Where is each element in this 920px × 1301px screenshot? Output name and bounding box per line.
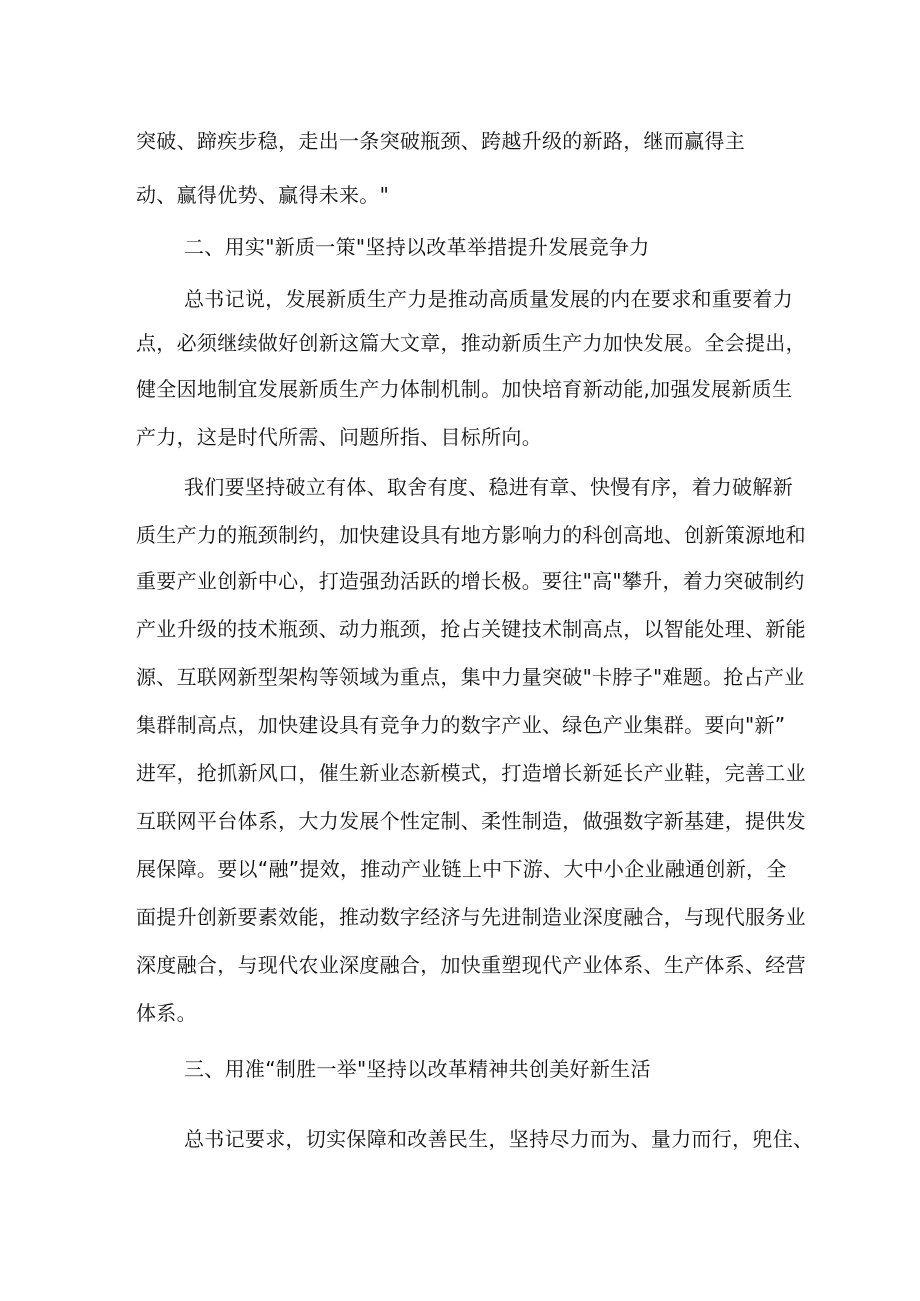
paragraph-line: 展保障。要以“融”提效，推动产业链上中下游、大中小企业融通创新，全: [136, 857, 787, 881]
paragraph-line: 产力，这是时代所需、问题所指、目标所向。: [136, 425, 542, 449]
paragraph-line: 集群制高点，加快建设具有竞争力的数字产业、绿色产业集群。要向"新”: [136, 713, 786, 737]
paragraph-line: 总书记要求，切实保障和改善民生，坚持尽力而为、量力而行，兜住、: [184, 1127, 814, 1151]
paragraph-line: 总书记说，发展新质生产力是推动高质量发展的内在要求和重要着力: [184, 287, 793, 311]
paragraph-line: 面提升创新要素效能，推动数字经济与先进制造业深度融合，与现代服务业: [136, 905, 806, 929]
paragraph-line: 源、互联网新型架构等领域为重点，集中力量突破"卡脖子"难题。抢占产业: [136, 665, 805, 689]
paragraph-line: 健全因地制宜发展新质生产力体制机制。加快培育新动能,加强发展新质生: [136, 377, 793, 401]
paragraph-line: 产业升级的技术瓶颈、动力瓶颈，抢占关键技术制高点，以智能处理、新能: [136, 617, 806, 641]
paragraph-line: 我们要坚持破立有体、取舍有度、稳进有章、快慢有序，着力破解新: [184, 475, 793, 499]
paragraph-line: 质生产力的瓶颈制约，加快建设具有地方影响力的科创高地、创新策源地和: [136, 523, 806, 547]
paragraph-line: 体系。: [136, 1001, 197, 1025]
section-heading-2: 二、用实"新质一策"坚持以改革举措提升发展竞争力: [184, 235, 650, 259]
paragraph-line: 深度融合，与现代农业深度融合，加快重塑现代产业体系、生产体系、经营: [136, 953, 806, 977]
paragraph-line: 突破、蹄疾步稳，走出一条突破瓶颈、跨越升级的新路，继而赢得主: [136, 129, 745, 153]
paragraph-line: 互联网平台体系，大力发展个性定制、柔性制造，做强数字新基建，提供发: [136, 809, 806, 833]
section-heading-3: 三、用准“制胜一举"坚持以改革精神共创美好新生活: [184, 1057, 651, 1081]
paragraph-line: 动、赢得优势、赢得未来。": [136, 183, 390, 207]
paragraph-line: 重要产业创新中心，打造强劲活跃的增长极。要往"高"攀升，着力突破制约: [136, 569, 805, 593]
paragraph-line: 进军，抢抓新风口，催生新业态新模式，打造增长新延长产业鞋，完善工业: [136, 761, 806, 785]
paragraph-line: 点，必须继续做好创新这篇大文章，推动新质生产力加快发展。全会提出，: [136, 331, 806, 355]
